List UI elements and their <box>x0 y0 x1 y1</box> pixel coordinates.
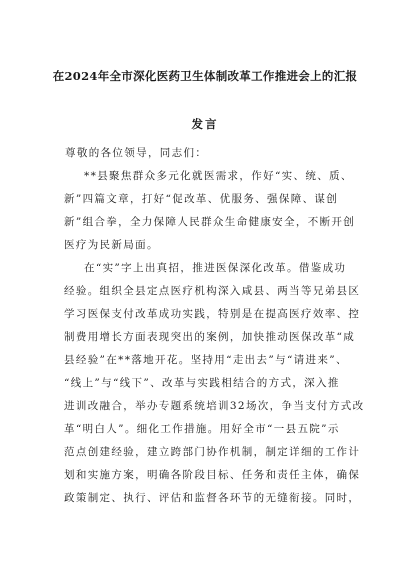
document-title-continued: 发言 <box>191 117 219 131</box>
paragraph-2-line: 学习医保支付改革成功实践，特别是在提高医疗效率、控 <box>64 308 361 320</box>
paragraph-2-line: 划和实施方案，明确各阶段目标、任务和责任主体，确保 <box>64 469 361 481</box>
paragraph-2-line: 制费用增长方面表现突出的案例，加快推动医保改革“咸 <box>64 331 356 343</box>
paragraph-1-line: **县聚焦群众多元化就医需求，作好“实、统、质、 <box>84 170 353 182</box>
paragraph-2-line: 范点创建经验，建立跨部门协作机制，制定详细的工作计 <box>64 446 361 458</box>
paragraph-2-line: 在“实”字上出真招，推进医保深化改革。借鉴成功 <box>84 262 347 274</box>
paragraph-2-line: 县经验”在**落地开花。坚持用“走出去”与“请进来”、 <box>64 354 348 366</box>
document-title: 在2024年全市深化医药卫生体制改革工作推进会上的汇报 <box>52 69 358 83</box>
paragraph-1-line: 新”四篇文章，打好“促改革、优服务、强保障、谋创 <box>64 193 339 205</box>
paragraph-1-line: 新”组合拳，全力保障人民群众生命健康安全，不断开创 <box>64 216 356 228</box>
paragraph-1-line: 医疗为民新局面。 <box>64 239 159 251</box>
paragraph-2-line: 革“明白人”。细化工作措施。用好全市“一县五院”示 <box>64 423 340 435</box>
salutation: 尊敬的各位领导，同志们： <box>65 147 208 159</box>
paragraph-2-line: 进训改融合，举办专题系统培训32场次，争当支付方式改 <box>64 400 365 412</box>
paragraph-2-line: 政策制定、执行、评估和监督各环节的无缝衔接。同时， <box>64 492 361 504</box>
paragraph-2-line: 经验。组织全县定点医疗机构深入咸县、两当等兄弟县区 <box>64 285 361 297</box>
paragraph-2-line: “线上”与“线下”、改革与实践相结合的方式，深入推 <box>64 377 340 389</box>
